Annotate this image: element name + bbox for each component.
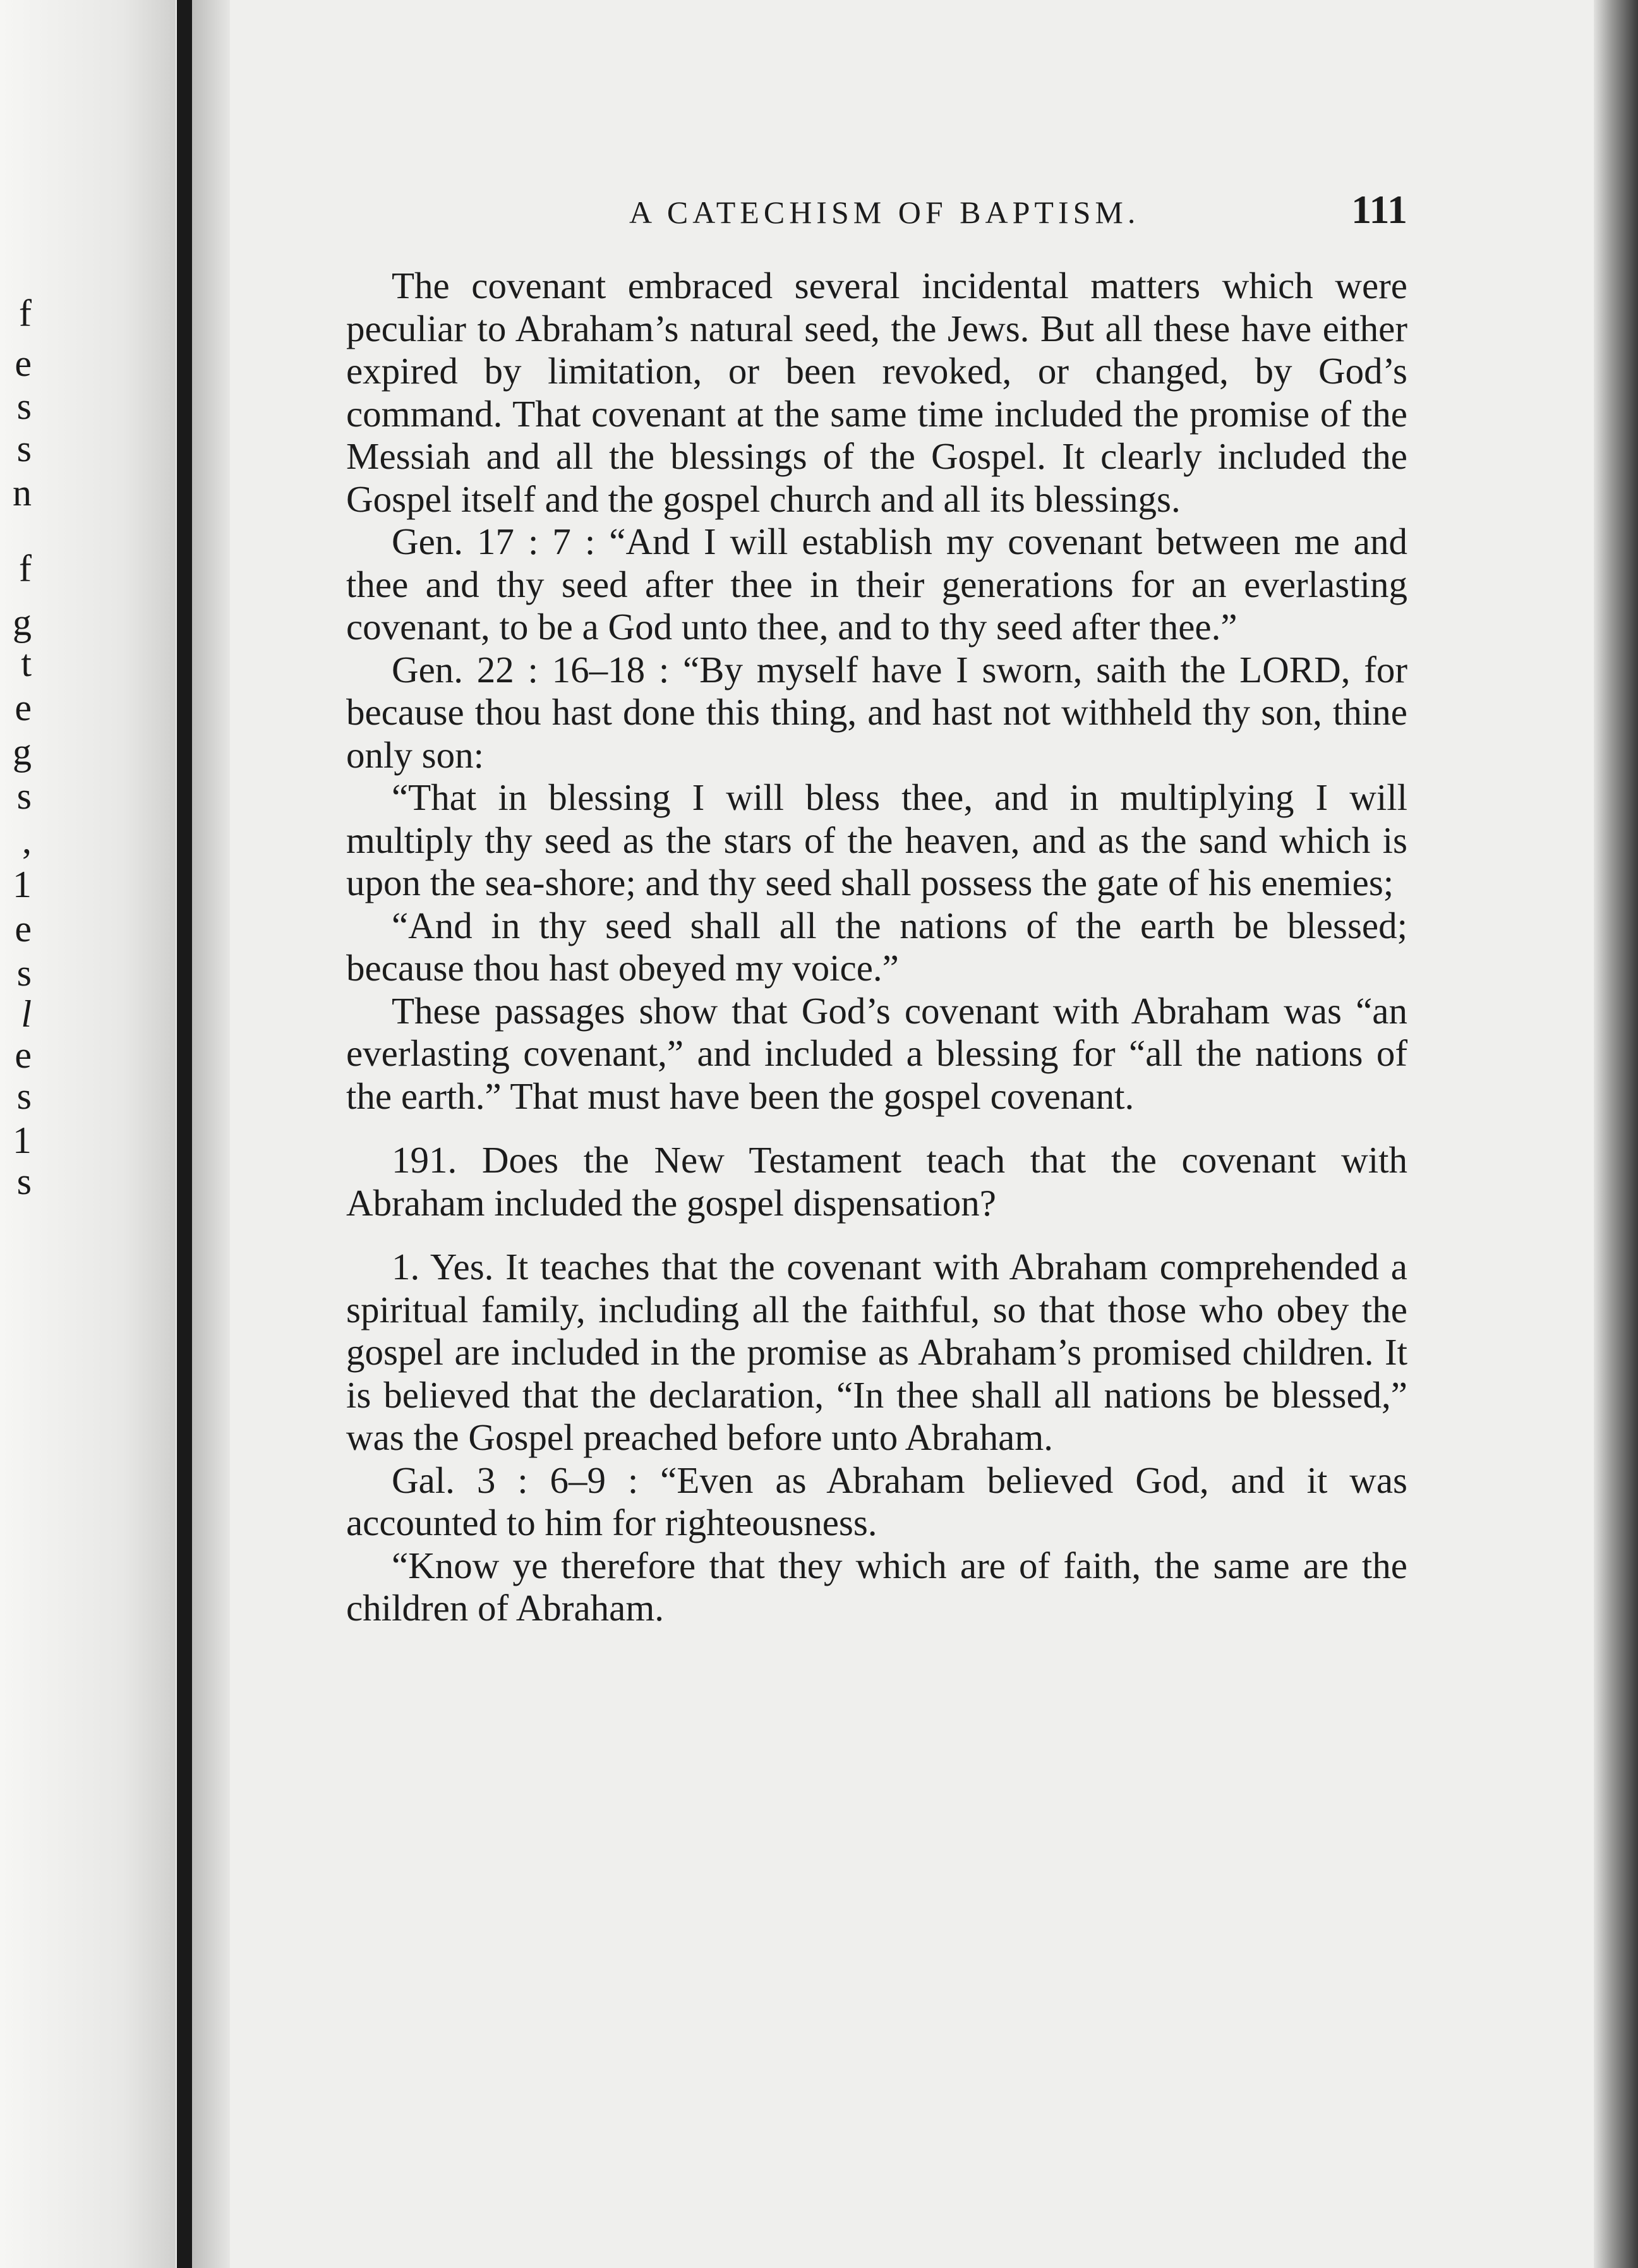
facing-page-edge [0,0,176,2268]
facing-page-fragment: e [15,687,32,728]
facing-page-fragment: s [16,775,32,817]
scripture-quote: Gen. 22 : 16–18 : “By myself have I sworn, saith the LORD, for because thou hast done this thing, and hast not withheld thy son, thine only son: [346,648,1407,776]
gutter-shadow [192,0,230,2268]
facing-page-fragment: e [15,342,32,384]
facing-page-fragment: f [19,548,32,589]
scripture-quote: Gen. 17 : 7 : “And I will establish my covenant between me and thee and thy seed after thee in their generations for an everlasting covenant, to be a God unto thee, and to thy seed after thee.” [346,521,1407,648]
facing-page-fragment: f [19,293,32,334]
facing-page-fragment: , [22,819,32,861]
facing-page-fragment: 1 [13,1119,32,1161]
facing-page-fragment: s [16,385,32,427]
catechism-question: 191. Does the New Testament teach that the covenant with Abraham included the gospel dispensation? [346,1139,1407,1224]
body-text [346,265,1407,1630]
paragraph: The covenant embraced several incidental matters which were peculiar to Abraham’s natural seed, the Jews. But all these have either expired by limitation, or been revoked, or changed, by God’s command. That covenant at the same time included the promise of the Messiah and all the blessings of the Gospel. It clearly included the Gospel itself and the gospel church and all its blessings. [346,265,1407,520]
facing-page-fragment: l [21,993,32,1035]
page-content [346,186,1407,1630]
scripture-quote: “And in thy seed shall all the nations of the earth be blessed; because thou hast obeyed my voice.” [346,904,1407,989]
facing-page-fragment: g [13,601,32,643]
catechism-answer: 1. Yes. It teaches that the covenant with Abraham comprehended a spiritual family, including all the faithful, so that those who obey the gospel are included in the promise as Abraham’s promised children. It is believed that the declaration, “In thee shall all nations be blessed,” was the Gospel preached before unto Abraham. [346,1246,1407,1458]
facing-page-fragment: s [16,428,32,469]
scripture-quote: “That in blessing I will bless thee, and in multiplying I will multiply thy seed as the stars of the heaven, and as the sand which is upon the sea-shore; and thy seed shall possess the gate of his enemies; [346,776,1407,903]
page-number: 111 [1351,187,1407,232]
facing-page-fragment: 1 [13,864,32,905]
running-title: A CATECHISM OF BAPTISM. [629,195,1140,230]
facing-page-fragment: s [16,1161,32,1202]
paragraph: These passages show that God’s covenant with Abraham was “an everlasting covenant,” and included a blessing for “all the nations of the earth.” That must have been the gospel covenant. [346,989,1407,1117]
facing-page-fragment: s [16,1075,32,1117]
scripture-quote: Gal. 3 : 6–9 : “Even as Abraham believed God, and it was accounted to him for righteousness. [346,1459,1407,1543]
facing-page-fragment: n [13,472,32,514]
binding-gutter [177,0,192,2268]
scripture-quote: “Know ye therefore that they which are of faith, the same are the children of Abraham. [346,1544,1407,1629]
facing-page-fragment: e [15,908,32,950]
facing-page-fragment: g [13,731,32,773]
facing-page-fragment: s [16,952,32,994]
page-right-edge [1594,0,1638,2268]
facing-page-fragment: t [21,642,32,684]
facing-page-fragment: e [15,1034,32,1076]
running-header [346,186,1407,236]
